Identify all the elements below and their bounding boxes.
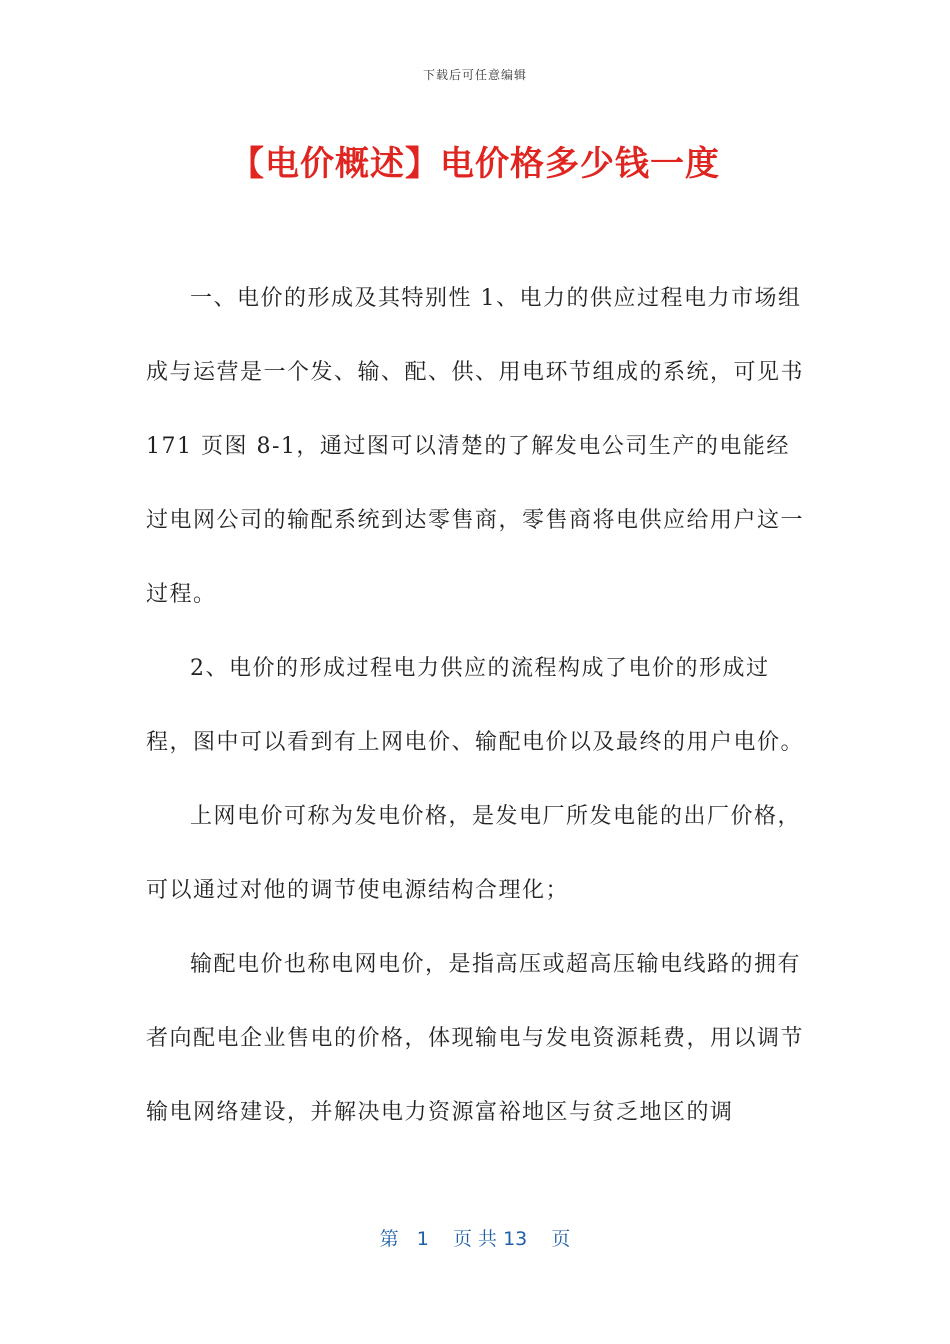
document-body (146, 262, 810, 1150)
paragraph: 输配电价也称电网电价，是指高压或超高压输电线路的拥有者向配电企业售电的价格，体现输电与发电资源耗费，用以调节输电网络建设，并解决电力资源富裕地区与贫乏地区的调 (146, 952, 805, 1125)
paragraph: 上网电价可称为发电价格，是发电厂所发电能的出厂价格，可以通过对他的调节使电源结构合理化； (146, 804, 802, 903)
header-note: 下载后可任意编辑 (422, 68, 527, 82)
page-prefix: 第 (379, 1228, 399, 1250)
paragraph: 2、电价的形成过程电力供应的流程构成了电价的形成过程，图中可以看到有上网电价、输配电价以及最终的用户电价。 (146, 656, 805, 755)
total-pages: 13 (503, 1228, 528, 1250)
paragraph: 一、电价的形成及其特别性 1、电力的供应过程电力市场组成与运营是一个发、输、配、供、用电环节组成的系统，可见书 171 页图 8-1，通过图可以清楚的了解发电公司生产的电能经过电网公司的输配系统到达零售商，零售商将电供应给用户这一过程。 (146, 286, 805, 607)
page-footer (0, 1224, 950, 1251)
page-number: 1 (416, 1228, 429, 1250)
page-suffix: 页 (551, 1228, 571, 1250)
document-title: 【电价概述】电价格多少钱一度 (230, 144, 720, 184)
page-middle: 页 共 (452, 1228, 498, 1250)
